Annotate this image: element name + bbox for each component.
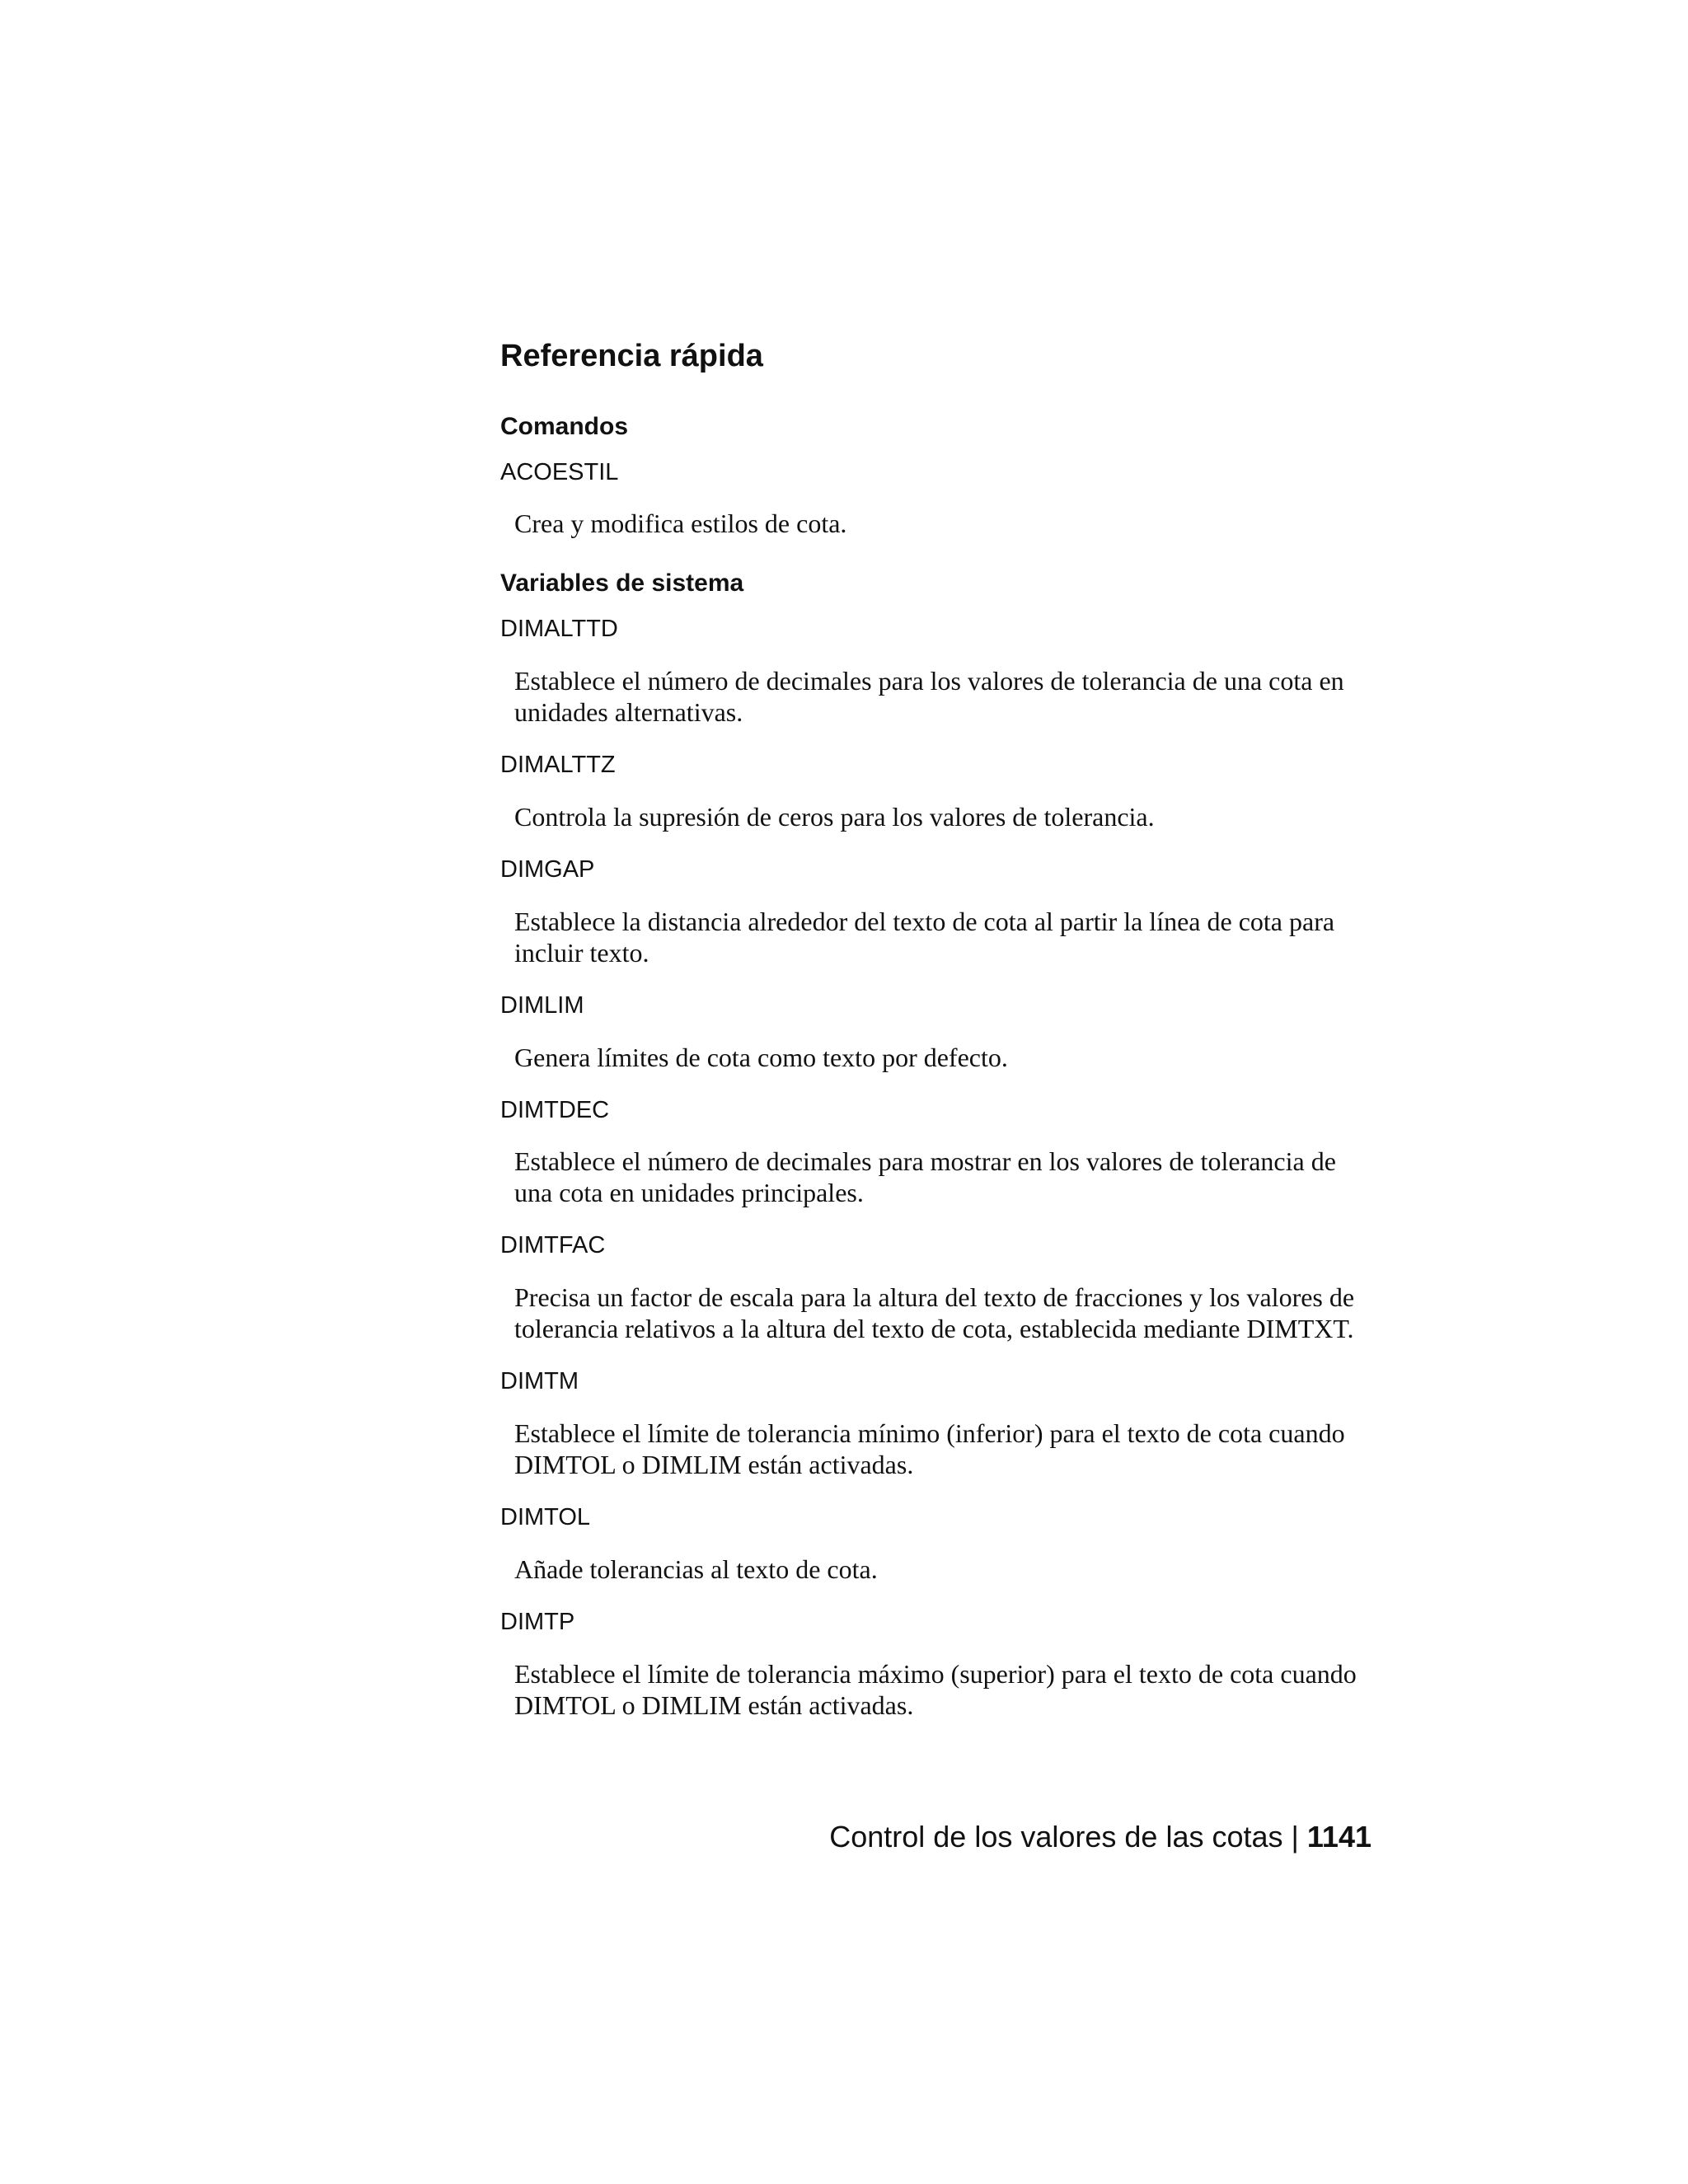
entry-term: DIMTFAC (500, 1232, 606, 1259)
footer-separator: | (1291, 1820, 1299, 1854)
entry-description: Crea y modifica estilos de cota. (514, 509, 847, 539)
entry-term: DIMALTTZ (500, 752, 616, 779)
entry-description: Establece el número de decimales para los valores de tolerancia de una cota en unidades alternativas. (514, 666, 1344, 728)
system-variables-section (500, 569, 1374, 1720)
entry-description: Controla la supresión de ceros para los valores de tolerancia. (514, 801, 1155, 832)
entry (500, 615, 1374, 728)
page-number: 1141 (1306, 1820, 1372, 1854)
section-heading: Referencia rápida (500, 339, 763, 373)
entry (500, 991, 1374, 1073)
entry (500, 1367, 1374, 1480)
entry-description: Establece el número de decimales para mostrar en los valores de tolerancia de una cota en unidades principales. (514, 1146, 1336, 1208)
subsection-title: Variables de sistema (500, 569, 744, 598)
entry (500, 458, 1374, 540)
entry (500, 1503, 1374, 1585)
entry-term: DIMLIM (500, 991, 584, 1019)
entry-term: DIMGAP (500, 855, 595, 883)
entry-term: DIMALTTD (500, 616, 618, 643)
entry-description: Añade tolerancias al texto de cota. (514, 1554, 878, 1584)
entry (500, 751, 1374, 832)
entry-term: DIMTOL (500, 1503, 591, 1530)
entry (500, 1096, 1374, 1209)
entry-term: ACOESTIL (500, 458, 619, 485)
entry (500, 1231, 1374, 1344)
quick-reference-section (500, 338, 1374, 1744)
page-footer (829, 1820, 1372, 1854)
entry (500, 1608, 1374, 1721)
entry-description: Establece el límite de tolerancia mínimo (inferior) para el texto de cota cuando DIMTOL o DIMLIM están activadas. (514, 1418, 1345, 1479)
entry-description: Precisa un factor de escala para la altura del texto de fracciones y los valores de tolerancia relativos a la altura del texto de cota, establecida mediante DIMTXT. (514, 1282, 1355, 1344)
entry-description: Establece la distancia alrededor del texto de cota al partir la línea de cota para incluir texto. (514, 906, 1335, 968)
commands-section (500, 412, 1374, 540)
entry-term: DIMTP (500, 1608, 575, 1635)
entry-term: DIMTM (500, 1368, 579, 1395)
entry-term: DIMTDEC (500, 1096, 610, 1123)
footer-chapter-title: Control de los valores de las cotas (829, 1820, 1283, 1854)
subsection-title: Comandos (500, 412, 629, 440)
entry (500, 855, 1374, 968)
entry-description: Establece el límite de tolerancia máximo (superior) para el texto de cota cuando DIMTOL o DIMLIM están activadas. (514, 1658, 1357, 1720)
entry-description: Genera límites de cota como texto por defecto. (514, 1042, 1008, 1072)
